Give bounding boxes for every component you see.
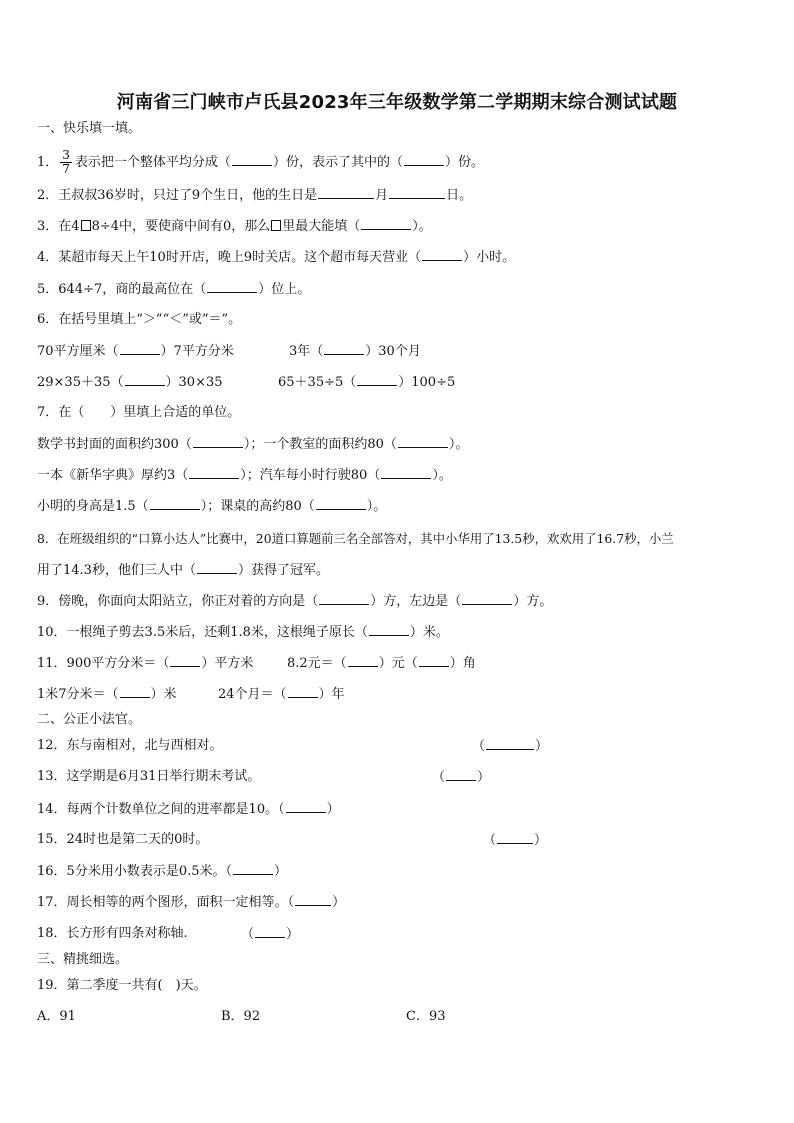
- question-number: 15．: [37, 832, 67, 847]
- question-3: 3．在4 8÷4中，要使商中间有0，那么 里最大能填（ ）。: [37, 219, 432, 234]
- judge-answer-12[interactable]: （ ）: [472, 739, 549, 754]
- question-6-item-c: 29×35＋35（ ）30×35: [37, 375, 223, 390]
- question-16: 16．5分米用小数表示是0.5米。（ ）: [37, 864, 288, 879]
- question-1: 1． $\frac{3}{7}$ 表示把一个整体平均分成（ ）份，表示了其中的（ ）份。: [37, 148, 484, 176]
- question-6-item-b: 3年（ ）30个月: [289, 344, 421, 359]
- question-15: 15．24时也是第二天的0时。: [37, 832, 209, 847]
- question-11-line-c: 1米7分米＝（ ）米: [37, 687, 177, 702]
- question-2: 2．王叔叔36岁时，只过了9个生日，他的生日是 月 日。: [37, 188, 473, 203]
- question-number: 14．: [37, 802, 67, 817]
- answer-blank[interactable]: [125, 373, 165, 386]
- answer-blank[interactable]: [419, 654, 449, 667]
- answer-blank[interactable]: [150, 497, 200, 510]
- section-heading-true-false: 二、公正小法官。: [37, 712, 142, 727]
- question-number: 7．: [37, 405, 59, 420]
- answer-blank[interactable]: [288, 685, 318, 698]
- question-7-line-a: 数学书封面的面积约300（ ）；一个教室的面积约80（ ）。: [37, 437, 469, 452]
- question-number: 1．: [37, 155, 59, 170]
- answer-blank[interactable]: [422, 248, 462, 261]
- choice-option-c[interactable]: C．93: [406, 1009, 446, 1024]
- question-6-item-a: 70平方厘米（ ）7平方分米: [37, 344, 234, 359]
- question-8-continued: 用了14.3秒，他们三人中（ ）获得了冠军。: [37, 563, 329, 578]
- page-title: 河南省三门峡市卢氏县2023年三年级数学第二学期期末综合测试试题: [116, 92, 678, 113]
- question-18: 18．长方形有四条对称轴.: [37, 926, 188, 941]
- question-14: 14．每两个计数单位之间的进率都是10。（ ）: [37, 802, 340, 817]
- question-number: 19．: [37, 978, 67, 993]
- question-number: 10．: [37, 625, 67, 640]
- question-number: 5．: [37, 282, 59, 297]
- answer-blank[interactable]: [369, 623, 409, 636]
- answer-blank[interactable]: [170, 654, 200, 667]
- question-6-item-d: 65＋35÷5（ ）100÷5: [278, 375, 456, 390]
- answer-blank[interactable]: [389, 186, 445, 199]
- question-number: 12．: [37, 738, 67, 753]
- question-6: 6．在括号里填上“＞”“＜”或“＝”。: [37, 312, 242, 327]
- question-number: 17．: [37, 895, 67, 910]
- question-9: 9．傍晚，你面向太阳站立，你正对着的方向是（ ）方，左边是（ ）方。: [37, 594, 553, 609]
- judge-answer-17[interactable]: （ ）: [287, 895, 346, 910]
- question-number: 13．: [37, 769, 67, 784]
- answer-blank[interactable]: [318, 186, 374, 199]
- question-19: 19．第二季度一共有( )天。: [37, 978, 207, 993]
- question-number: 3．: [37, 219, 59, 234]
- question-number: 8．: [37, 531, 58, 546]
- answer-blank[interactable]: [324, 342, 364, 355]
- judge-answer-14[interactable]: （ ）: [278, 802, 340, 817]
- question-number: 6．: [37, 312, 59, 327]
- question-11-item-b: 8.2元＝（ ）元（ ）角: [287, 656, 476, 671]
- judge-answer-15[interactable]: （ ）: [483, 833, 548, 848]
- question-number: 2．: [37, 188, 59, 203]
- question-number: 11．: [37, 656, 67, 671]
- answer-blank[interactable]: [462, 592, 512, 605]
- question-17: 17．周长相等的两个图形，面积一定相等。（ ）: [37, 895, 346, 910]
- question-number: 18．: [37, 926, 67, 941]
- answer-blank[interactable]: [361, 217, 411, 230]
- fraction-three-sevenths: $\frac{3}{7}$: [62, 148, 70, 176]
- answer-blank[interactable]: [197, 561, 237, 574]
- empty-box: [81, 220, 91, 231]
- answer-blank[interactable]: [207, 280, 257, 293]
- question-7-line-c: 小明的身高是1.5（ ）；课桌的高约80（ ）。: [37, 499, 387, 514]
- answer-blank[interactable]: [381, 466, 431, 479]
- section-heading-multiple-choice: 三、精挑细选。: [37, 952, 129, 967]
- question-13: 13．这学期是6月31日举行期末考试。: [37, 769, 261, 784]
- question-number: 4．: [37, 250, 59, 265]
- question-11-item-d: 24个月＝（ ）年: [218, 687, 345, 702]
- question-8: 8．在班级组织的“口算小达人”比赛中，20道口算题前三名全部答对，其中小华用了13.5秒，欢欢用了16.7秒，小兰: [37, 531, 674, 546]
- question-11-line-a: 11．900平方分米＝（ ）平方米: [37, 656, 254, 671]
- answer-blank[interactable]: [120, 342, 160, 355]
- answer-blank[interactable]: [404, 153, 444, 166]
- choice-option-a[interactable]: A．91: [37, 1009, 76, 1024]
- judge-answer-13[interactable]: （ ）: [432, 770, 491, 785]
- answer-blank[interactable]: [319, 592, 369, 605]
- judge-answer-18[interactable]: （ ）: [241, 927, 300, 942]
- question-number: 16．: [37, 864, 67, 879]
- question-12: 12．东与南相对，北与西相对。: [37, 738, 223, 753]
- empty-box: [271, 220, 281, 231]
- answer-blank[interactable]: [120, 685, 150, 698]
- section-heading-fill-in: 一、快乐填一填。: [37, 121, 142, 136]
- question-5: 5．644÷7，商的最高位在（ ）位上。: [37, 282, 311, 297]
- answer-blank[interactable]: [316, 497, 366, 510]
- judge-answer-16[interactable]: （ ）: [225, 864, 288, 879]
- question-4: 4．某超市每天上午10时开店，晚上9时关店。这个超市每天营业（ ）小时。: [37, 250, 516, 265]
- question-7: 7．在（ ）里填上合适的单位。: [37, 405, 241, 420]
- question-number: 9．: [37, 594, 59, 609]
- answer-blank[interactable]: [348, 654, 378, 667]
- answer-blank[interactable]: [189, 466, 239, 479]
- choice-option-b[interactable]: B．92: [221, 1009, 261, 1024]
- answer-blank[interactable]: [232, 153, 272, 166]
- question-7-line-b: 一本《新华字典》厚约3（ ）；汽车每小时行驶80（ ）。: [37, 468, 452, 483]
- answer-blank[interactable]: [357, 373, 397, 386]
- question-10: 10．一根绳子剪去3.5米后，还剩1.8米，这根绳子原长（ ）米。: [37, 625, 449, 640]
- answer-blank[interactable]: [398, 435, 448, 448]
- answer-blank[interactable]: [193, 435, 243, 448]
